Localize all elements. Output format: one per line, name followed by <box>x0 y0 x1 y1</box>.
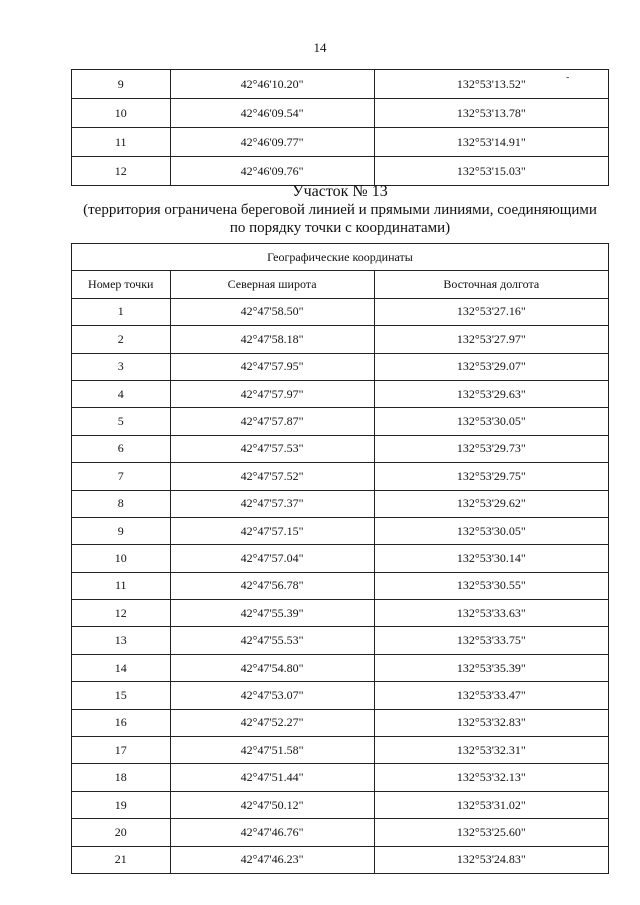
latitude-cell: 42°47'57.95" <box>170 353 374 380</box>
point-number-cell: 5 <box>72 408 171 435</box>
table-row <box>72 627 609 654</box>
header-east-longitude: Восточная долгота <box>374 271 608 298</box>
page-number: 14 <box>313 40 327 55</box>
table-row <box>72 654 609 681</box>
point-number-cell: 12 <box>72 600 171 627</box>
longitude-cell: 132°53'30.05" <box>374 517 608 544</box>
latitude-cell: 42°47'57.15" <box>170 517 374 544</box>
longitude-cell: 132°53'24.83" <box>374 846 608 873</box>
latitude-cell: 42°46'10.20" <box>170 70 374 99</box>
continued-coordinates-table <box>71 69 609 186</box>
table-row <box>72 791 609 818</box>
point-number-cell: 18 <box>72 764 171 791</box>
longitude-cell: 132°53'13.78" <box>374 99 608 128</box>
table-row <box>72 819 609 846</box>
longitude-cell: 132°53'32.13" <box>374 764 608 791</box>
latitude-cell: 42°47'57.53" <box>170 435 374 462</box>
longitude-cell: 132°53'35.39" <box>374 654 608 681</box>
point-number-cell: 6 <box>72 435 171 462</box>
point-number-cell: 9 <box>72 517 171 544</box>
group-header-row <box>72 244 609 271</box>
latitude-cell: 42°47'52.27" <box>170 709 374 736</box>
table-row <box>72 545 609 572</box>
latitude-cell: 42°47'56.78" <box>170 572 374 599</box>
point-number-cell: 8 <box>72 490 171 517</box>
table-row <box>72 380 609 407</box>
point-number-cell: 11 <box>72 128 171 157</box>
point-number-cell: 2 <box>72 326 171 353</box>
latitude-cell: 42°47'57.52" <box>170 463 374 490</box>
longitude-cell: 132°53'33.75" <box>374 627 608 654</box>
table-row <box>72 846 609 873</box>
table-row <box>72 517 609 544</box>
longitude-cell: 132°53'27.16" <box>374 298 608 325</box>
table-row <box>72 709 609 736</box>
latitude-cell: 42°47'46.23" <box>170 846 374 873</box>
longitude-cell: 132°53'13.52" <box>374 70 608 99</box>
section-description-line1: (территория ограничена береговой линией и прямыми линиями, соединяющими <box>83 202 597 218</box>
point-number-cell: 13 <box>72 627 171 654</box>
coordinates-table <box>71 243 609 874</box>
latitude-cell: 42°47'46.76" <box>170 819 374 846</box>
table-row <box>72 682 609 709</box>
table-row <box>72 99 609 128</box>
latitude-cell: 42°47'57.97" <box>170 380 374 407</box>
latitude-cell: 42°47'58.18" <box>170 326 374 353</box>
point-number-cell: 3 <box>72 353 171 380</box>
point-number-cell: 19 <box>72 791 171 818</box>
longitude-cell: 132°53'33.63" <box>374 600 608 627</box>
point-number-cell: 12 <box>72 157 171 186</box>
latitude-cell: 42°46'09.76" <box>170 157 374 186</box>
latitude-cell: 42°46'09.54" <box>170 99 374 128</box>
table-row <box>72 157 609 186</box>
point-number-cell: 14 <box>72 654 171 681</box>
table-row <box>72 298 609 325</box>
point-number-cell: 16 <box>72 709 171 736</box>
latitude-cell: 42°47'51.44" <box>170 764 374 791</box>
section-description-line2: по порядку точки с координатами) <box>229 220 451 236</box>
point-number-cell: 9 <box>72 70 171 99</box>
longitude-cell: 132°53'15.03" <box>374 157 608 186</box>
table-header <box>72 244 609 299</box>
table-row <box>72 326 609 353</box>
table-row <box>72 408 609 435</box>
latitude-cell: 42°46'09.77" <box>170 128 374 157</box>
point-number-cell: 10 <box>72 99 171 128</box>
latitude-cell: 42°47'57.87" <box>170 408 374 435</box>
point-number-cell: 15 <box>72 682 171 709</box>
table-row <box>72 353 609 380</box>
section-heading <box>40 183 640 237</box>
table-row <box>72 435 609 462</box>
latitude-cell: 42°47'50.12" <box>170 791 374 818</box>
latitude-cell: 42°47'54.80" <box>170 654 374 681</box>
point-number-cell: 7 <box>72 463 171 490</box>
main-table-body <box>72 298 609 873</box>
longitude-cell: 132°53'29.75" <box>374 463 608 490</box>
section-title: Участок № 13 <box>292 183 388 200</box>
point-number-cell: 21 <box>72 846 171 873</box>
table-row <box>72 463 609 490</box>
longitude-cell: 132°53'27.97" <box>374 326 608 353</box>
column-header-row <box>72 271 609 298</box>
latitude-cell: 42°47'55.39" <box>170 600 374 627</box>
longitude-cell: 132°53'29.62" <box>374 490 608 517</box>
point-number-cell: 20 <box>72 819 171 846</box>
scan-mark: - <box>566 72 570 83</box>
longitude-cell: 132°53'29.73" <box>374 435 608 462</box>
table-row <box>72 600 609 627</box>
continued-table-body <box>72 70 609 186</box>
table-row <box>72 572 609 599</box>
table-row <box>72 764 609 791</box>
header-point-number: Номер точки <box>72 271 171 298</box>
longitude-cell: 132°53'32.83" <box>374 709 608 736</box>
table-row <box>72 490 609 517</box>
latitude-cell: 42°47'57.37" <box>170 490 374 517</box>
point-number-cell: 17 <box>72 737 171 764</box>
header-north-latitude: Северная широта <box>170 271 374 298</box>
point-number-cell: 11 <box>72 572 171 599</box>
latitude-cell: 42°47'55.53" <box>170 627 374 654</box>
longitude-cell: 132°53'30.05" <box>374 408 608 435</box>
longitude-cell: 132°53'30.55" <box>374 572 608 599</box>
point-number-cell: 10 <box>72 545 171 572</box>
longitude-cell: 132°53'33.47" <box>374 682 608 709</box>
latitude-cell: 42°47'58.50" <box>170 298 374 325</box>
table-row <box>72 70 609 99</box>
point-number-cell: 4 <box>72 380 171 407</box>
longitude-cell: 132°53'25.60" <box>374 819 608 846</box>
group-header-cell: Географические координаты <box>72 244 609 271</box>
longitude-cell: 132°53'29.07" <box>374 353 608 380</box>
longitude-cell: 132°53'31.02" <box>374 791 608 818</box>
longitude-cell: 132°53'29.63" <box>374 380 608 407</box>
latitude-cell: 42°47'53.07" <box>170 682 374 709</box>
table-row <box>72 737 609 764</box>
point-number-cell: 1 <box>72 298 171 325</box>
longitude-cell: 132°53'30.14" <box>374 545 608 572</box>
longitude-cell: 132°53'14.91" <box>374 128 608 157</box>
longitude-cell: 132°53'32.31" <box>374 737 608 764</box>
table-row <box>72 128 609 157</box>
latitude-cell: 42°47'57.04" <box>170 545 374 572</box>
latitude-cell: 42°47'51.58" <box>170 737 374 764</box>
